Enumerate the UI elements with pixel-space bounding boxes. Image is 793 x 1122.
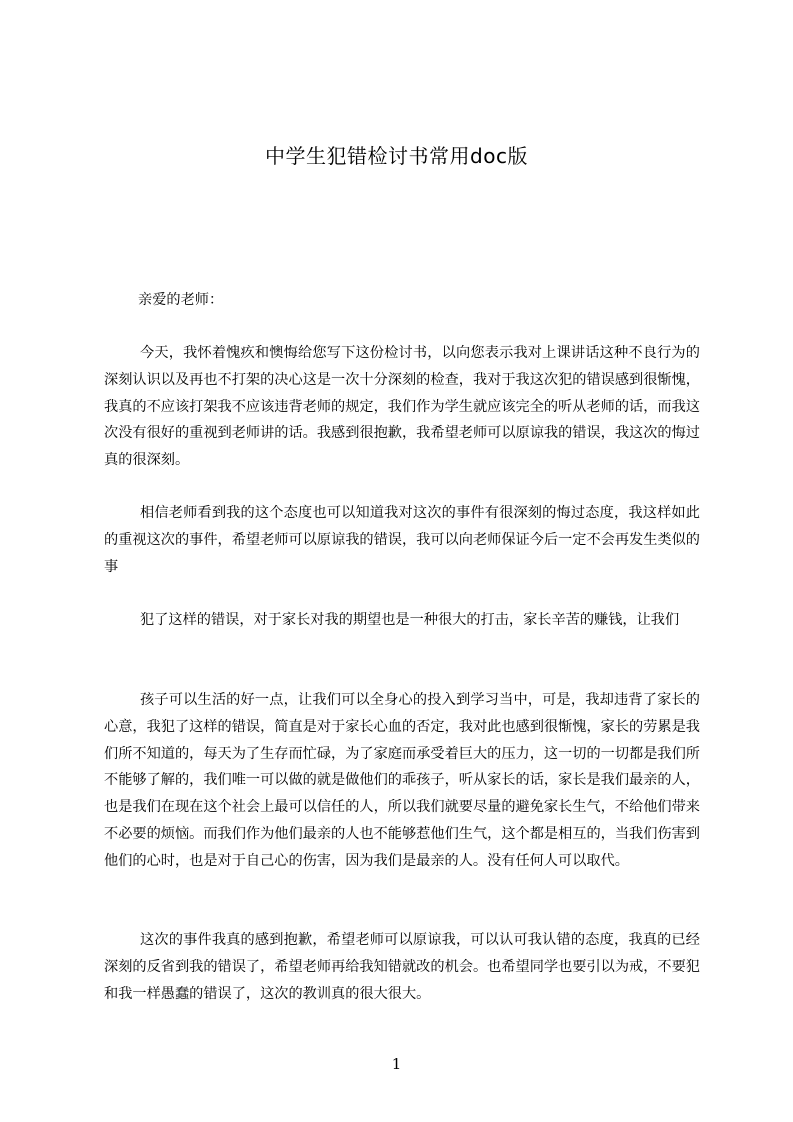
page-number: 1 [391, 1055, 402, 1073]
paragraph-3: 犯了这样的错误，对于家长对我的期望也是一种很大的打击，家长辛苦的赚钱，让我们 [140, 612, 680, 628]
paragraph-4: 孩子可以生活的好一点，让我们可以全身心的投入到学习当中，可是，我却违背了家长的心意，我犯了这样的错误，简直是对于家长心血的否定，我对此也感到很惭愧，家长的劳累是我们所不知道的，每天为了生存而忙碌，为了家庭而承受着巨大的压力，这一切的一切都是我们所不能够了解的，我们唯一可以做的就是做他们的乖孩子，听从家长的话，家长是我们最亲的人，也是我们在现在这个社会上最可以信任的人，所以我们就要尽量的避免家长生气，不给他们带来不必要的烦恼。而我们作为他们最亲的人也不能够惹他们生气，这个都是相互的，当我们伤害到他们的心时，也是对于自己心的伤害，因为我们是最亲的人。没有任何人可以取代。 [104, 692, 700, 869]
document-title: 中学生犯错检讨书常用doc版 [265, 144, 528, 168]
paragraph-1: 今天，我怀着愧疚和懊悔给您写下这份检讨书，以向您表示我对上课讲话这种不良行为的深刻认识以及再也不打架的决心这是一次十分深刻的检查，我对于我这次犯的错误感到很惭愧，我真的不应该打架我不应该违背老师的规定，我们作为学生就应该完全的听从老师的话，而我这次没有很好的重视到老师讲的话。我感到很抱歉，我希望老师可以原谅我的错误，我这次的悔过真的很深刻。 [104, 345, 700, 469]
paragraph-2: 相信老师看到我的这个态度也可以知道我对这次的事件有很深刻的悔过态度，我这样如此的重视这次的事件，希望老师可以原谅我的错误，我可以向老师保证今后一定不会再发生类似的事 [104, 505, 700, 575]
paragraph-5: 这次的事件我真的感到抱歉，希望老师可以原谅我，可以认可我认错的态度，我真的已经深刻的反省到我的错误了，希望老师再给我知错就改的机会。也希望同学也要引以为戒，不要犯和我一样愚蠢的错误了，这次的教训真的很大很大。 [104, 932, 700, 1002]
greeting: 亲爱的老师： [138, 292, 224, 308]
